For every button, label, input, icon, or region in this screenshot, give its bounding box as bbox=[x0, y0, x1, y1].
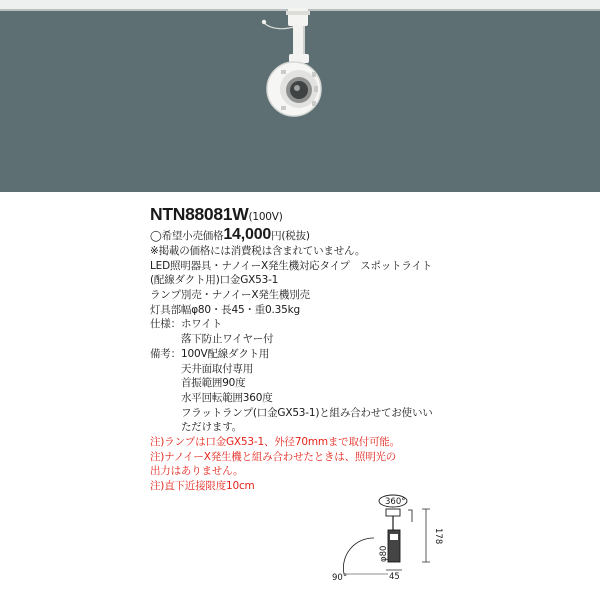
product-photo bbox=[0, 0, 600, 192]
price-prefix: ◯希望小売価格 bbox=[150, 230, 224, 242]
diameter-label: φ80 bbox=[379, 545, 389, 562]
description-line-1: LED照明器具・ナノイーX発生機対応タイプ スポットライト bbox=[150, 259, 432, 272]
remark-row bbox=[150, 347, 470, 362]
note-item: 注)ランプは口金GX53-1、外径70mmまで取付可能。 bbox=[150, 435, 400, 448]
remark-item: 水平回転範囲360度 bbox=[181, 391, 273, 404]
remark-item: 首振範囲90度 bbox=[181, 377, 246, 390]
description-line-2: (配線ダクト用)口金GX53-1 bbox=[150, 274, 279, 287]
note-item: 注)ナノイーX発生機と組み合わせたときは、照明光の bbox=[150, 450, 397, 463]
remarks-label: 備考： bbox=[150, 347, 181, 360]
tilt-label: 90° bbox=[332, 573, 348, 583]
model-line bbox=[150, 204, 470, 224]
height-label: 178 bbox=[433, 528, 443, 545]
price-suffix: 円(税抜) bbox=[271, 230, 310, 242]
tilt-arc-icon bbox=[343, 538, 374, 574]
tax-note: ※掲載の価格には消費税は含まれていません。 bbox=[150, 245, 366, 257]
remark-item: 天井面取付専用 bbox=[181, 362, 254, 375]
dimension-diagram bbox=[330, 488, 480, 592]
remark-item: ただけます。 bbox=[181, 421, 242, 434]
rotation-label: 360° bbox=[385, 497, 406, 507]
note-item: 注)直下近接限度10cm bbox=[150, 480, 255, 492]
remark-item: 100V配線ダクト用 bbox=[181, 347, 270, 360]
remark-item: フラットランプ(口金GX53-1)と組み合わせてお使いい bbox=[181, 406, 433, 419]
length-label: 45 bbox=[389, 572, 400, 582]
price-amount: 14,000 bbox=[223, 226, 272, 243]
spec-item: 落下防止ワイヤー付 bbox=[181, 333, 274, 346]
spec-block bbox=[150, 204, 470, 494]
note-item: 出力はありません。 bbox=[150, 465, 244, 478]
spec-row bbox=[150, 317, 470, 332]
description-line-3: ランプ別売・ナノイーX発生機別売 bbox=[150, 289, 310, 302]
model-number: NTN88081W bbox=[150, 204, 249, 224]
spec-label: 仕様： bbox=[150, 318, 181, 331]
spec-item: ホワイト bbox=[181, 318, 222, 331]
spotlight-image bbox=[0, 0, 600, 192]
voltage: (100V) bbox=[248, 211, 283, 223]
description-line-4: 灯具部幅φ80・長45・重0.35kg bbox=[150, 303, 300, 316]
price-line bbox=[150, 226, 470, 244]
